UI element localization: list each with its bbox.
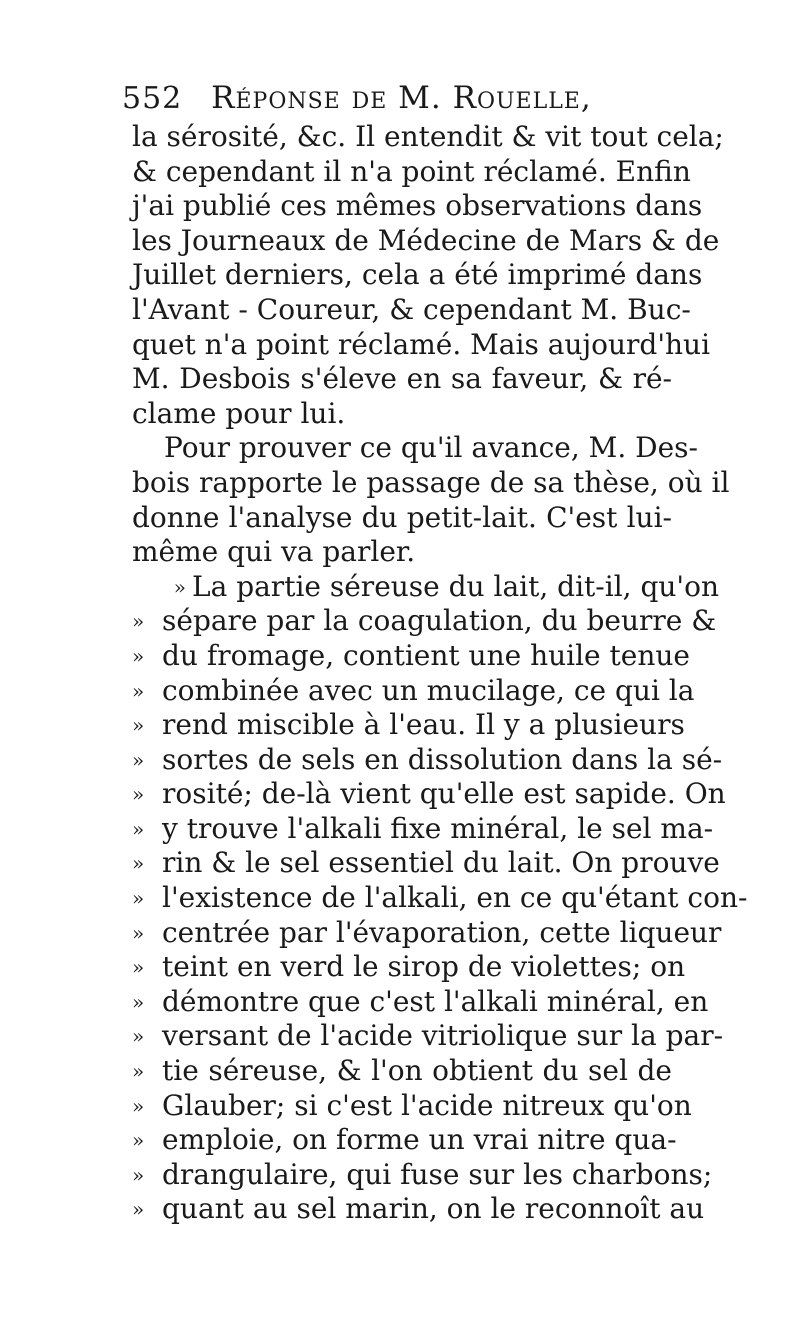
quote-line — [132, 569, 719, 605]
guillemet-mark: » — [132, 920, 145, 945]
text-line: bois rapporte le passage de sa thèse, où il — [132, 465, 730, 499]
text-line: Juillet derniers, cela a été imprimé dans — [132, 258, 703, 292]
guillemet-mark: » — [132, 955, 145, 980]
guillemet-mark: » — [132, 678, 145, 703]
page-header — [122, 76, 642, 120]
quote-line — [132, 984, 709, 1020]
text-line: j'ai publié ces mêmes observations dans — [132, 189, 703, 223]
quote-line — [132, 1157, 713, 1193]
text-line: clame pour lui. — [132, 396, 346, 430]
quote-line — [132, 1088, 692, 1124]
guillemet-mark: » — [132, 609, 145, 634]
quote-line — [132, 1123, 677, 1158]
guillemet-mark: » — [132, 1024, 145, 1049]
guillemet-mark: » — [132, 782, 145, 807]
text-line: les Journeaux de Médecine de Mars & de — [132, 223, 720, 257]
text-line: M. Desbois s'éleve en sa faveur, & ré- — [132, 362, 672, 396]
quote-text: combinée avec un mucilage, ce qui la — [162, 673, 695, 707]
quote-text: centrée par l'évaporation, cette liqueur — [162, 915, 722, 949]
quote-text: rend miscible à l'eau. Il y a plusieurs — [162, 708, 685, 742]
quote-text: sortes de sels en dissolution dans la sé- — [162, 742, 723, 776]
quote-text: drangulaire, qui fuse sur les charbons; — [162, 1157, 713, 1191]
quote-line — [132, 604, 717, 639]
quote-line — [132, 950, 686, 985]
quote-text: y trouve l'alkali fixe minéral, le sel ma- — [162, 811, 714, 845]
guillemet-mark: » — [132, 713, 145, 738]
guillemet-mark: » — [132, 851, 145, 876]
guillemet-mark: » — [132, 1059, 145, 1084]
quote-text: emploie, on forme un vrai nitre qua- — [162, 1123, 677, 1157]
quote-line — [132, 673, 695, 709]
page-number: 552 — [122, 81, 183, 116]
quote-line — [132, 846, 720, 881]
quote-text: La partie séreuse du lait, dit-il, qu'on — [192, 569, 719, 603]
quote-line — [132, 1192, 705, 1227]
quote-line — [132, 1054, 672, 1089]
text-line: donne l'analyse du petit-lait. C'est lui- — [132, 500, 672, 534]
text-line: quet n'a point réclamé. Mais aujourd'hui — [132, 327, 711, 361]
quote-text: rosité; de-là vient qu'elle est sapide. On — [162, 777, 726, 811]
guillemet-mark: » — [132, 643, 145, 668]
text-line: l'Avant - Coureur, & cependant M. Buc- — [132, 292, 691, 326]
text-line: la sérosité, &c. Il entendit & vit tout cela; — [132, 120, 724, 153]
quote-line — [132, 742, 723, 778]
quote-text: tie séreuse, & l'on obtient du sel de — [162, 1054, 672, 1088]
quote-text: Glauber; si c'est l'acide nitreux qu'on — [162, 1088, 692, 1122]
body-text — [132, 120, 748, 1227]
text-line: & cependant il n'a point réclamé. Enfin — [132, 154, 691, 188]
guillemet-mark: » — [132, 886, 145, 911]
quote-text: l'existence de l'alkali, en ce qu'étant con- — [162, 881, 748, 915]
guillemet-mark: » — [132, 1128, 145, 1153]
quote-line — [132, 777, 726, 812]
quote-text: démontre que c'est l'alkali minéral, en — [162, 984, 709, 1018]
guillemet-mark: » — [132, 816, 145, 841]
quote-line — [132, 915, 722, 951]
quote-text: du fromage, contient une huile tenue — [162, 638, 690, 672]
running-head: Réponse de M. Rouelle, — [211, 80, 592, 116]
quote-line — [132, 1019, 724, 1054]
quote-text: teint en verd le sirop de violettes; on — [162, 950, 686, 984]
quote-line — [132, 811, 714, 847]
guillemet-mark: » — [132, 1093, 145, 1118]
quote-line — [132, 881, 748, 916]
quote-text: quant au sel marin, on le reconnoît au — [162, 1192, 705, 1226]
guillemet-mark: » — [132, 989, 145, 1014]
guillemet-mark: » — [132, 1162, 145, 1187]
quote-text: rin & le sel essentiel du lait. On prouve — [162, 846, 720, 880]
quote-text: versant de l'acide vitriolique sur la par- — [162, 1019, 724, 1053]
guillemet-mark: » — [132, 747, 145, 772]
quote-line — [132, 638, 690, 674]
guillemet-mark: » — [132, 1197, 145, 1222]
text-line: même qui va parler. — [132, 535, 416, 569]
paragraph-start-line: Pour prouver ce qu'il avance, M. Des- — [164, 431, 698, 465]
guillemet-mark: » — [173, 574, 186, 599]
quote-line — [132, 708, 685, 743]
quote-text: sépare par la coagulation, du beurre & — [162, 604, 717, 638]
